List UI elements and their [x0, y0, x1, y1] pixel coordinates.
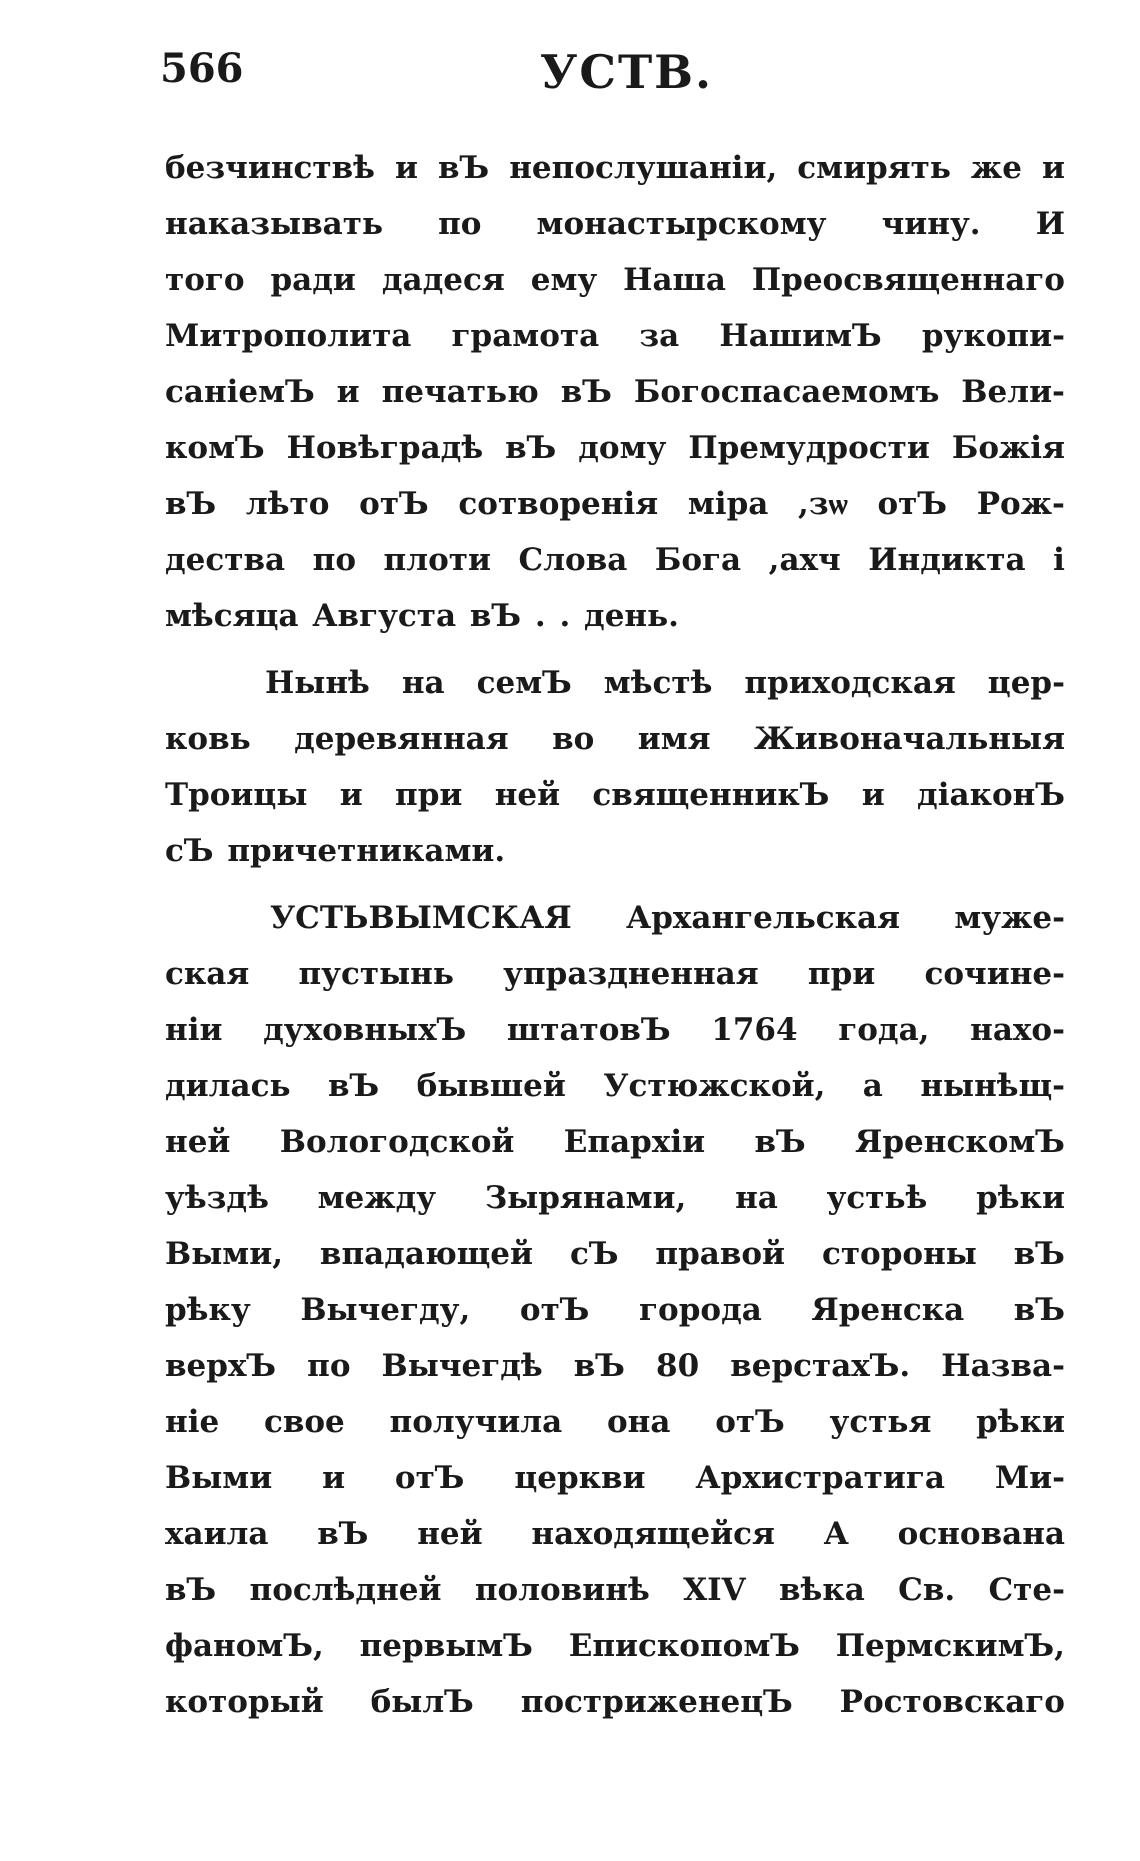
text-line: безчинствѣ и вЪ непослушаніи, смирять же и — [165, 150, 1065, 186]
page-number: 566 — [160, 45, 244, 92]
page-header — [160, 45, 1060, 105]
text-line: Выми и отЪ церкви Архистратига Ми- — [165, 1460, 1065, 1496]
text-line: сЪ причетниками. — [165, 833, 506, 869]
entry-heading-line: УСТЬВЫМСКАЯ Архангельская муже- — [270, 900, 1065, 936]
text-line: дилась вЪ бывшей Устюжской, а нынѣщ- — [165, 1068, 1065, 1104]
text-line: вЪ лѣто отЪ сотворенія міра ,зѡ отЪ Рож- — [165, 486, 1065, 522]
text-line: верхЪ по Вычегдѣ вЪ 80 верстахЪ. Назва- — [165, 1348, 1065, 1384]
text-line: Митрополита грамота за НашимЪ рукопи- — [165, 318, 1065, 354]
text-line: дества по плоти Слова Бога ,ахч Индикта і — [165, 542, 1065, 578]
text-line: наказывать по монастырскому чину. И — [165, 206, 1065, 242]
text-line: ніи духовныхЪ штатовЪ 1764 года, нахо- — [165, 1012, 1065, 1048]
paragraph-monastery-charter — [165, 140, 1065, 644]
text-line: Нынѣ на семЪ мѣстѣ приходская цер- — [265, 665, 1065, 701]
text-line: того ради дадеся ему Наша Преосвященнаго — [165, 262, 1065, 298]
text-line: уѣздѣ между Зырянами, на устьѣ рѣки — [165, 1180, 1065, 1216]
text-line: хаила вЪ ней находящейся А основана — [165, 1516, 1065, 1552]
text-line: ская пустынь упраздненная при сочине- — [165, 956, 1065, 992]
text-line: фаномЪ, первымЪ ЕпископомЪ ПермскимЪ, — [165, 1628, 1065, 1664]
text-line: саніемЪ и печатью вЪ Богоспасаемомъ Вели- — [165, 374, 1065, 410]
paragraph-ustvymskaya-entry — [165, 890, 1065, 1730]
text-line: Троицы и при ней священникЪ и діаконЪ — [165, 777, 1065, 813]
text-line: который былЪ постриженецЪ Ростовскаго — [165, 1684, 1065, 1720]
text-line: Выми, впадающей сЪ правой стороны вЪ — [165, 1236, 1065, 1272]
running-head: УСТВ. — [540, 45, 714, 99]
text-line: ковь деревянная во имя Живоначальныя — [165, 721, 1065, 757]
text-line: комЪ Новѣградѣ вЪ дому Премудрости Божія — [165, 430, 1065, 466]
text-line: мѣсяца Августа вЪ . . день. — [165, 598, 679, 634]
text-line: ніе свое получила она отЪ устья рѣки — [165, 1404, 1065, 1440]
paragraph-parish-church — [165, 655, 1065, 879]
text-line: рѣку Вычегду, отЪ города Яренска вЪ — [165, 1292, 1065, 1328]
text-line: вЪ послѣдней половинѣ XIV вѣка Св. Сте- — [165, 1572, 1065, 1608]
text-line: ней Вологодской Епархіи вЪ ЯренскомЪ — [165, 1124, 1065, 1160]
